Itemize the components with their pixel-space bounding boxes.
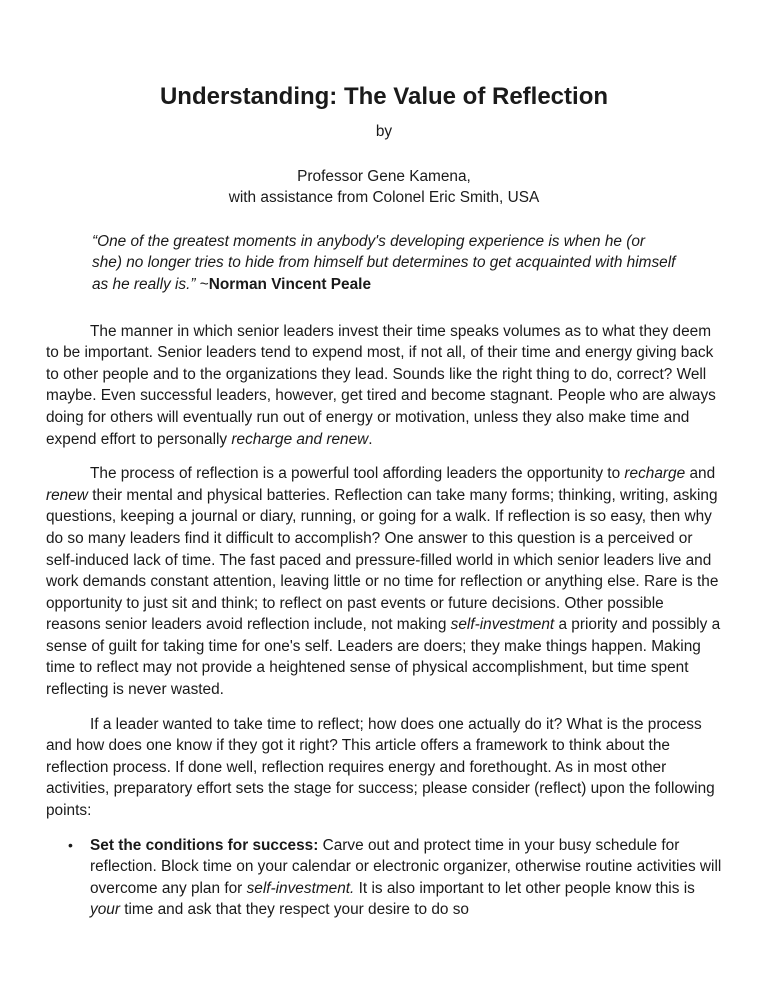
paragraph-2-emphasis-self-investment: self-investment	[450, 616, 555, 634]
byline: by	[375, 123, 393, 140]
list-item-text-b: It is also important to let other people know this is	[354, 879, 695, 897]
bullet-icon: •	[68, 836, 73, 853]
list-item-emphasis-self-investment: self-investment.	[246, 879, 355, 897]
quote-tilde: ~	[195, 275, 209, 293]
document-title: Understanding: The Value of Reflection	[159, 83, 609, 110]
paragraph-2-text-a: The process of reflection is a powerful tool affording leaders the opportunity to	[90, 465, 625, 483]
paragraph-1-emphasis: recharge and renew	[231, 430, 369, 448]
quote-attribution	[196, 276, 372, 293]
paragraph-2	[46, 463, 722, 701]
quote-author: Norman Vincent Peale	[208, 275, 371, 293]
list-item-heading: Set the conditions for success:	[90, 836, 319, 854]
bullet-list	[46, 835, 722, 921]
author-assistance: with assistance from Colonel Eric Smith, USA	[228, 189, 540, 207]
list-item-emphasis-your: your	[90, 901, 120, 919]
paragraph-2-text-d: a priority and possibly a sense of guilt for taking time for one's self. Leaders are doers; they make things happen. Making time to reflect may not provide a heightened sense of physical accomplishment, but time spent reflecting is never wasted.	[46, 616, 721, 699]
paragraph-1	[46, 321, 722, 451]
paragraph-2-emphasis-renew: renew	[46, 486, 88, 504]
author-name: Professor Gene Kamena,	[297, 167, 471, 185]
list-item	[46, 835, 722, 921]
paragraph-3: If a leader wanted to take time to reflect; how does one actually do it? What is the process and how does one know if they got it right? This article offers a framework to think about the reflection process. If done well, reflection requires energy and forethought. As in most other activities, preparatory effort sets the stage for success; please consider (reflect) upon the following points:	[46, 715, 715, 820]
epigraph-quote	[92, 231, 676, 296]
paragraph-1-end: .	[368, 430, 373, 448]
paragraph-2-text-c: their mental and physical batteries. Reflection can take many forms; thinking, writing, asking questions, keeping a journal or diary, running, or going for a walk. If reflection is so easy, then why do so many leaders find it difficult to accomplish? One answer to this question is a perceived or self-induced lack of time. The fast paced and pressure-filled world in which senior leaders live and work demands constant attention, leaving little or no time for reflection or anything else. Rare is the opportunity to just sit and think; to reflect on past events or future decisions. Other possible reasons senior leaders avoid reflection include, not making	[46, 486, 719, 634]
author-block	[46, 166, 722, 209]
paragraph-2-text-b: and	[685, 465, 716, 483]
paragraph-1-text: The manner in which senior leaders invest their time speaks volumes as to what they deem to be important. Senior leaders tend to expend most, if not all, of their time and energy giving back to other people and to the organizations they lead. Sounds like the right thing to do, correct? Well maybe. Even successful leaders, however, get tired and become stagnant. People who are always doing for others will eventually run out of energy or motivation, unless they also make time and expend effort to personally	[46, 322, 716, 448]
list-item-text-c: time and ask that they respect your desire to do so	[119, 901, 469, 919]
paragraph-2-emphasis-recharge: recharge	[624, 465, 686, 483]
list-item-text-a: Carve out and protect time in your busy schedule for reflection. Block time on your calendar or electronic organizer, otherwise routine activities will overcome any plan for	[90, 836, 722, 897]
quote-text: “One of the greatest moments in anybody's developing experience is when he (or she) no longer tries to hide from himself but determines to get acquainted with himself as he really is.”	[92, 232, 676, 293]
